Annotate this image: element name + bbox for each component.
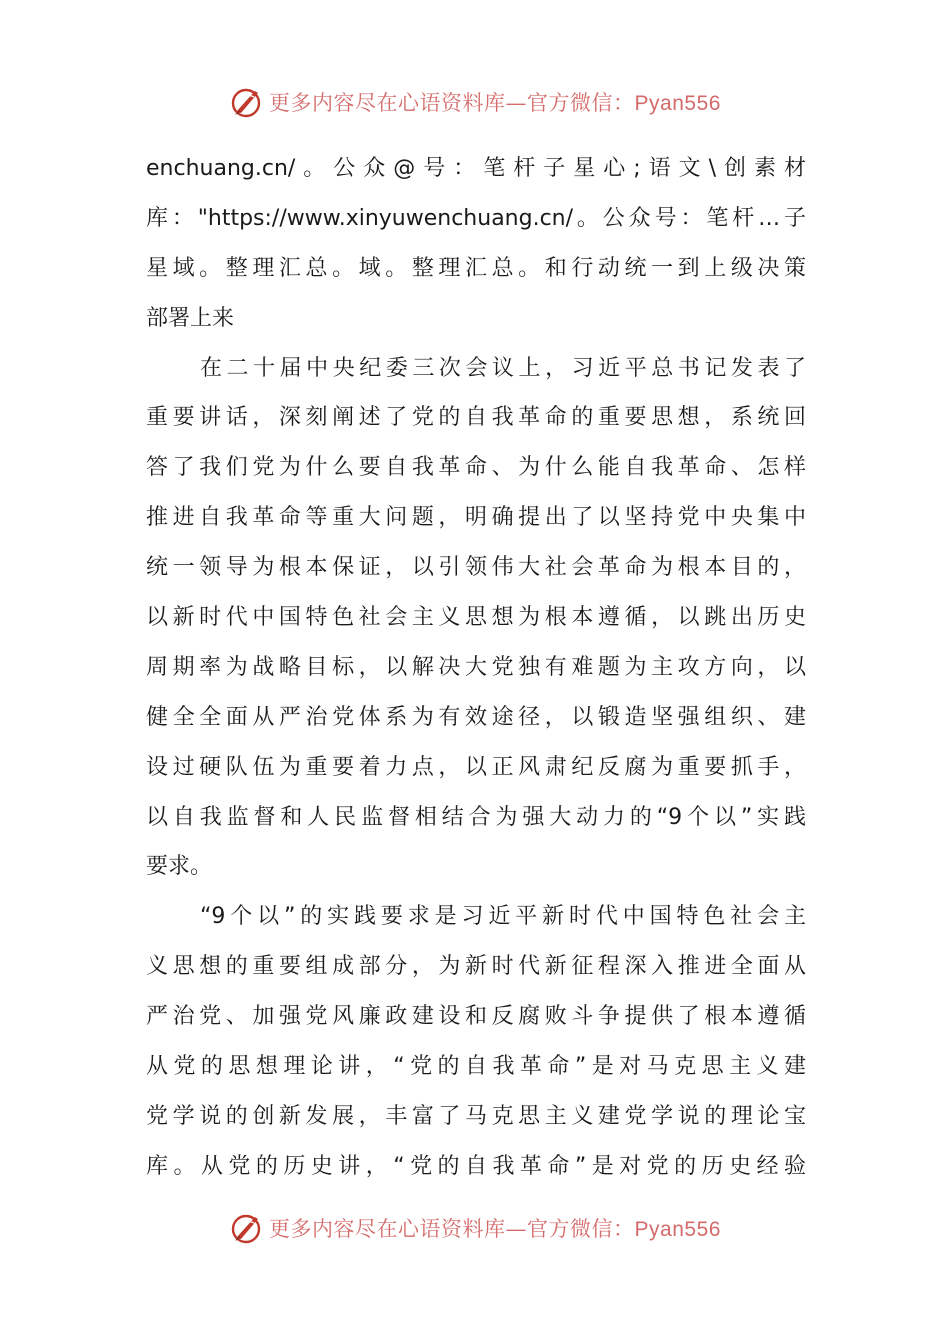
text-line: 从党的思想理论讲，“党的自我革命”是对马克思主义建 [146, 1054, 806, 1080]
document-body [146, 144, 806, 1192]
header-banner [0, 80, 950, 124]
paragraph-first-line: 在二十届中央纪委三次会议上，习近平总书记发表了 [200, 355, 806, 381]
text-line: 统一领导为根本保证，以引领伟大社会革命为根本目的， [146, 555, 806, 581]
footer-banner [0, 1206, 950, 1250]
footer-banner-text: 更多内容尽在心语资料库—官方微信： [269, 1217, 635, 1241]
quill-logo-icon [229, 1210, 265, 1246]
text-line: 部署上来 [146, 305, 235, 331]
text-line: 要求。 [146, 854, 213, 880]
text-line: 星域。整理汇总。域。整理汇总。和行动统一到上级决策 [146, 255, 806, 281]
text-line: 库："https://www.xinyuwenchuang.cn/。公众号：笔杆…子 [146, 205, 806, 231]
text-line: 答了我们党为什么要自我革命、为什么能自我革命、怎样 [146, 455, 806, 481]
text-line: 设过硬队伍为重要着力点，以正风肃纪反腐为重要抓手， [146, 754, 806, 780]
text-line: 重要讲话，深刻阐述了党的自我革命的重要思想，系统回 [146, 405, 806, 431]
quill-logo-icon [229, 84, 265, 120]
text-line: 以自我监督和人民监督相结合为强大动力的“9个以”实践 [146, 804, 806, 830]
paragraph-first-line: “9个以”的实践要求是习近平新时代中国特色社会主 [200, 904, 806, 930]
text-line: 健全全面从严治党体系为有效途径，以锻造坚强组织、建 [146, 704, 806, 730]
text-line: 严治党、加强党风廉政建设和反腐败斗争提供了根本遵循 [146, 1004, 806, 1030]
text-line: enchuang.cn/。公众@号：笔杆子星心;语文\创素材 [146, 156, 806, 181]
text-line: 党学说的创新发展，丰富了马克思主义建党学说的理论宝 [146, 1103, 806, 1129]
header-banner-text: 更多内容尽在心语资料库—官方微信： [269, 91, 635, 115]
footer-wechat-id: Pyan556 [634, 1218, 721, 1241]
text-line: 推进自我革命等重大问题，明确提出了以坚持党中央集中 [146, 505, 806, 531]
header-wechat-id: Pyan556 [634, 92, 721, 115]
text-line: 库。从党的历史讲，“党的自我革命”是对党的历史经验 [146, 1153, 806, 1179]
text-line: 义思想的重要组成部分，为新时代新征程深入推进全面从 [146, 954, 806, 980]
text-line: 周期率为战略目标，以解决大党独有难题为主攻方向，以 [146, 654, 806, 680]
text-line: 以新时代中国特色社会主义思想为根本遵循，以跳出历史 [146, 605, 806, 631]
